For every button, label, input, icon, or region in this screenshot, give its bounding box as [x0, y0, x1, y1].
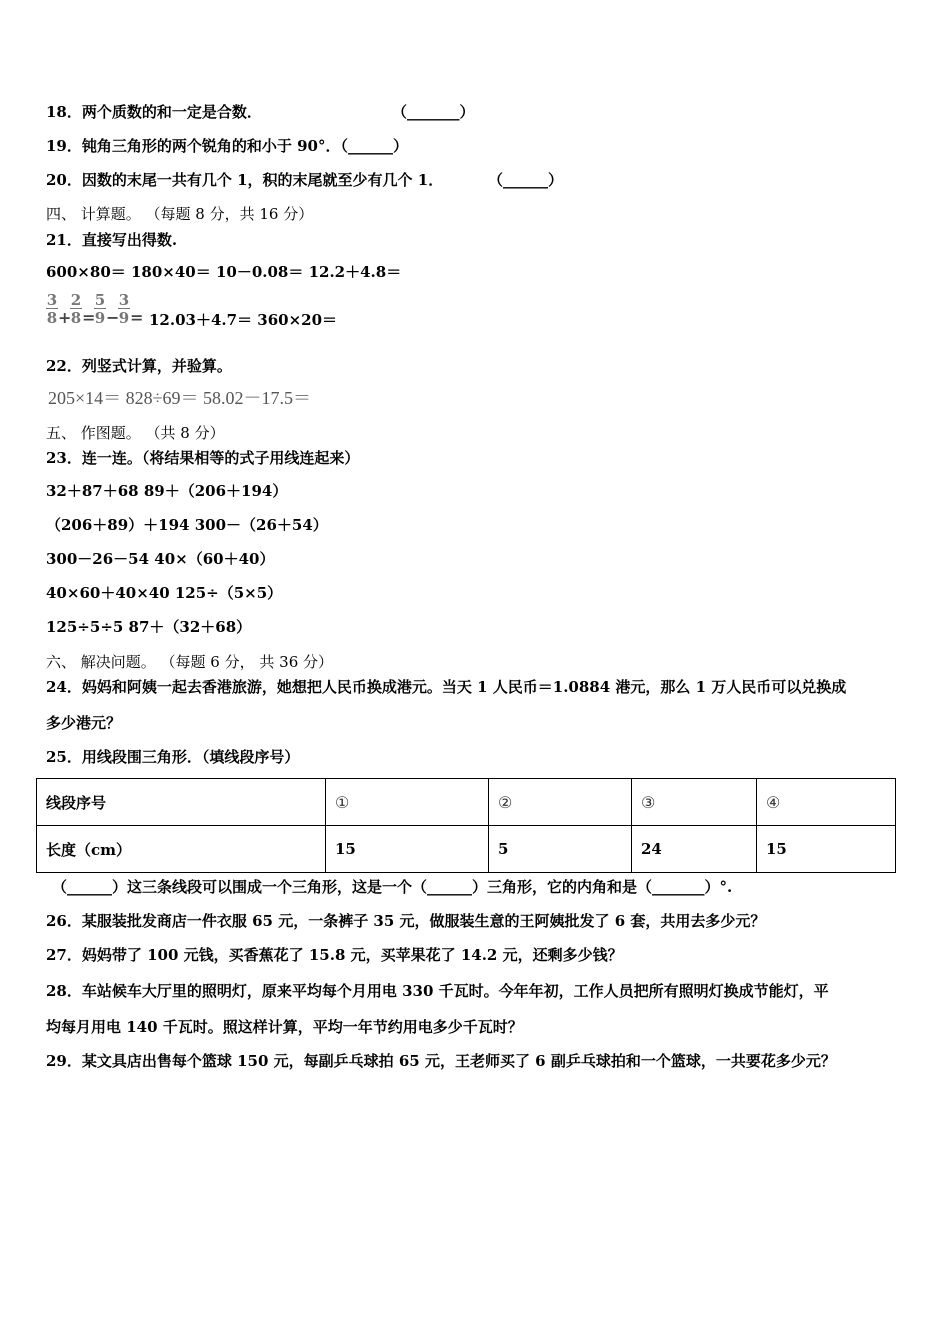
section6-title: 六、 解决问题。 （每题 6 分， 共 36 分）	[46, 653, 334, 671]
q23-row-3: 300－26－54 40×（60＋40）	[46, 550, 275, 568]
table-row	[37, 826, 896, 873]
fraction-4: $\frac{3}{9}$	[118, 291, 130, 327]
q19-text: 19．钝角三角形的两个锐角的和小于 90°．（______）	[46, 137, 408, 155]
q25-text: 25．用线段围三角形．（填线段序号）	[46, 748, 300, 766]
q23-row-4: 40×60＋40×40 125÷（5×5）	[46, 584, 283, 602]
q23-text: 23．连一连。（将结果相等的式子用线连起来）	[46, 449, 360, 467]
fraction-2: $\frac{2}{8}$	[70, 291, 82, 327]
q22-text: 22．列竖式计算，并验算。	[46, 357, 232, 375]
table-cell-1: 15	[326, 826, 489, 873]
section5-title: 五、 作图题。 （共 8 分）	[46, 424, 225, 442]
table-header-cell-3: ③	[632, 779, 757, 826]
q27-text: 27．妈妈带了 100 元钱，买香蕉花了 15.8 元，买苹果花了 14.2 元，还剩多少钱？	[46, 946, 623, 964]
table-cell-3: 24	[632, 826, 757, 873]
q21-text: 21．直接写出得数.	[46, 231, 178, 249]
table-row-label: 长度（cm）	[37, 826, 326, 873]
table-header-label: 线段序号	[37, 779, 326, 826]
fraction-3: $\frac{5}{9}$	[94, 291, 106, 327]
minus-operator: −	[106, 308, 120, 327]
q22-items: 205×14＝ 828÷69＝ 58.02－17.5＝	[48, 388, 312, 408]
fraction-1: $\frac{3}{8}$	[46, 291, 58, 327]
table-header-cell-1: ①	[326, 779, 489, 826]
table-header-cell-4: ④	[757, 779, 896, 826]
table-header-cell-2: ②	[489, 779, 632, 826]
q23-row-5: 125÷5÷5 87＋（32＋68）	[46, 618, 252, 636]
q26-text: 26．某服装批发商店一件衣服 65 元，一条裤子 35 元，做服装生意的王阿姨批发了 6 套，共用去多少元？	[46, 912, 766, 930]
equals-operator-2: =	[130, 308, 144, 327]
q21-row1: 600×80＝ 180×40＝ 10－0.08＝ 12.2＋4.8＝	[46, 263, 402, 281]
section4-title: 四、 计算题。 （每题 8 分，共 16 分）	[46, 205, 314, 223]
q20-answer-blank[interactable]: （______）	[488, 171, 564, 189]
q21-row2-tail: 12.03＋4.7＝ 360×20＝	[149, 311, 338, 329]
q23-row-1: 32＋87＋68 89＋（206＋194）	[46, 482, 288, 500]
q23-row-2: （206＋89）＋194 300－（26＋54）	[46, 516, 328, 534]
q25-answer-line[interactable]: （______）这三条线段可以围成一个三角形，这是一个（______）三角形，它的内角和是（_______）°.	[52, 878, 733, 896]
q24-line1: 24．妈妈和阿姨一起去香港旅游，她想把人民币换成港元。当天 1 人民币＝1.0884 港元，那么 1 万人民币可以兑换成	[46, 678, 847, 696]
segment-table	[36, 778, 896, 873]
table-cell-4: 15	[757, 826, 896, 873]
equals-operator: =	[82, 308, 96, 327]
table-row	[37, 779, 896, 826]
q18-text: 18．两个质数的和一定是合数．	[46, 103, 262, 121]
plus-operator: +	[58, 308, 72, 327]
q24-line2: 多少港元？	[46, 714, 122, 732]
q28-line1: 28．车站候车大厅里的照明灯，原来平均每个月用电 330 千瓦时。今年年初，工作人员把所有照明灯换成节能灯，平	[46, 982, 829, 1000]
q20-text: 20．因数的末尾一共有几个 1，积的末尾就至少有几个 1．	[46, 171, 444, 189]
q28-line2: 均每月用电 140 千瓦时。照这样计算，平均一年节约用电多少千瓦时？	[46, 1018, 523, 1036]
table-cell-2: 5	[489, 826, 632, 873]
q29-text: 29．某文具店出售每个篮球 150 元，每副乒乓球拍 65 元，王老师买了 6 副乒乓球拍和一个篮球，一共要花多少元？	[46, 1052, 836, 1070]
q18-answer-blank[interactable]: （_______）	[392, 103, 475, 121]
